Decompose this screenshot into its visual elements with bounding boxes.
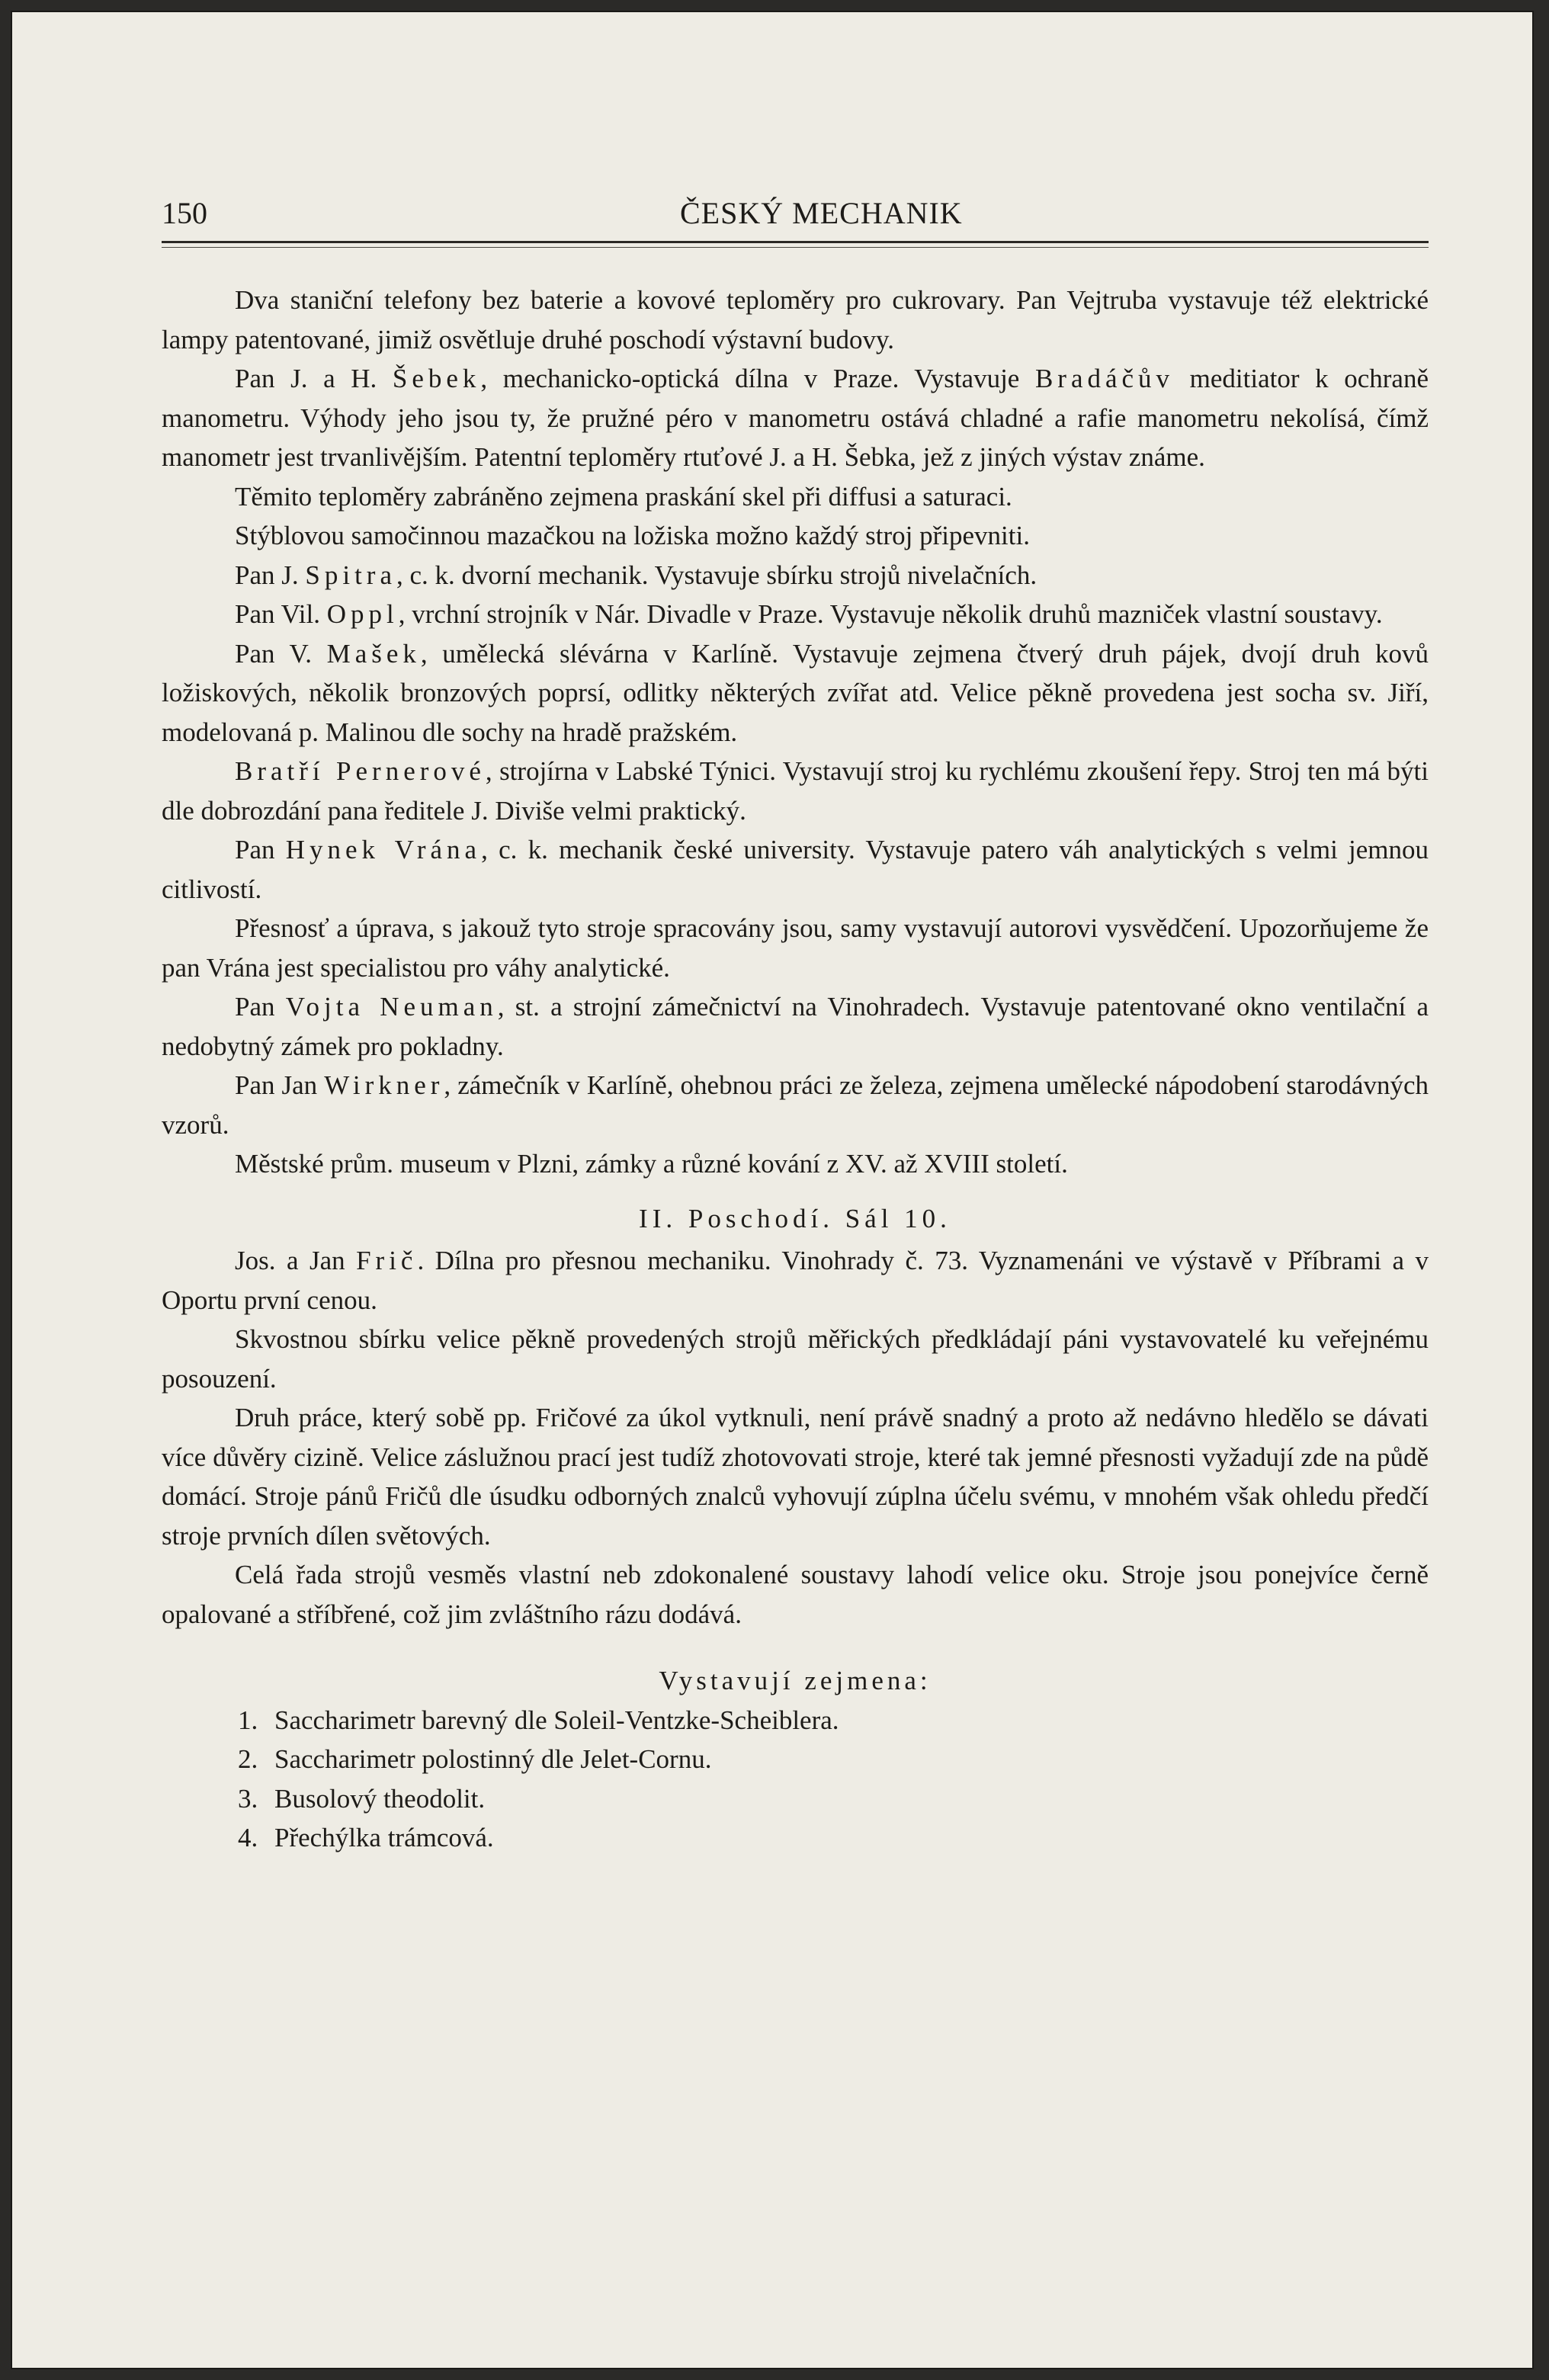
header-rule <box>162 241 1429 243</box>
exhibitor-name: Hynek Vrána <box>285 835 482 864</box>
paragraph: Pan Vil. Oppl, vrchní strojník v Nár. Divadle v Praze. Vystavuje několik druhů mazniček vlastní soustavy. <box>235 599 1383 629</box>
list-item: 4. Přechýlka trámcová. <box>238 1823 494 1852</box>
paragraph: Přesnosť a úprava, s jakouž tyto stroje spracovány jsou, samy vystavují autorovi vysvědčení. Upozorňujeme že pan Vrána jest specialistou pro váhy analytické. <box>162 913 1429 983</box>
paragraph: Pan J. Spitra, c. k. dvorní mechanik. Vystavuje sbírku strojů nivelačních. <box>235 560 1037 590</box>
exhibits-heading: Vystavují zejmena: <box>659 1666 932 1695</box>
scanned-page <box>11 11 1534 2369</box>
paragraph: Celá řada strojů vesměs vlastní neb zdokonalené soustavy lahodí velice oku. Stroje jsou ponejvíce černě opalované a stříbřené, což jim zvláštního rázu dodává. <box>162 1560 1429 1629</box>
paragraph: Těmito teploměry zabráněno zejmena praskání skel při diffusi a saturaci. <box>235 481 1012 512</box>
exhibitor-name: Šebek <box>392 364 481 393</box>
exhibitor-name: Bratří Pernerové <box>235 756 486 786</box>
exhibitor-name: Bradáčův <box>1034 364 1175 393</box>
paragraph: Skvostnou sbírku velice pěkně provedených strojů měřických předkládají páni vystavovatelé ku veřejnému posouzení. <box>162 1324 1429 1394</box>
exhibitor-name: Frič <box>356 1246 418 1275</box>
paragraph: Stýblovou samočinnou mazačkou na ložiska možno každý stroj připevniti. <box>235 521 1030 550</box>
list-item: 1. Saccharimetr barevný dle Soleil-Ventzke-Scheiblera. <box>238 1705 839 1735</box>
exhibitor-name: Oppl <box>326 599 399 629</box>
exhibitor-name: Mašek <box>326 638 421 669</box>
paragraph: Jos. a Jan Frič. Dílna pro přesnou mechaniku. Vinohrady č. 73. Vyznamenáni ve výstavě v Příbrami a v Oportu první cenou. <box>162 1246 1429 1315</box>
running-title: ČESKÝ MECHANIK <box>680 196 963 230</box>
exhibitor-name: Spitra <box>305 560 396 590</box>
exhibitor-name: Wirkner <box>324 1070 444 1100</box>
section-heading: II. Poschodí. Sál 10. <box>639 1203 951 1233</box>
list-item: 3. Busolový theodolit. <box>238 1783 486 1814</box>
paragraph: Pan Hynek Vrána, c. k. mechanik české university. Vystavuje patero váh analytických s velmi jemnou citlivostí. <box>162 835 1429 904</box>
paragraph: Druh práce, který sobě pp. Fričové za úkol vytknuli, není právě snadný a proto až nedávno hledělo se dávati více důvěry cizině. Velice záslužnou prací jest tudíž zhotovovati stroje, které tak jemné přesnosti vyžadují zde na půdě domácí. Stroje pánů Fričů dle úsudku odborných znalců vyhovují zúplna účelu svému, v mnohém však ohledu předčí stroje prvních dílen světových. <box>162 1403 1429 1551</box>
paragraph: Bratří Pernerové, strojírna v Labské Týnici. Vystavují stroj ku rychlému zkoušení řepy. Stroj ten má býti dle dobrozdání pana ředitele J. Diviše velmi praktický. <box>162 756 1429 826</box>
page-header <box>162 195 1427 233</box>
paragraph: Pan Vojta Neuman, st. a strojní zámečnictví na Vinohradech. Vystavuje patentované okno ventilační a nedobytný zámek pro pokladny. <box>162 992 1429 1061</box>
page-number: 150 <box>162 196 207 230</box>
paragraph: Pan V. Mašek, umělecká slévárna v Karlíně. Vystavuje zejmena čtverý druh pájek, dvojí druh kovů ložiskových, několik bronzových poprsí, odlitky některých zvířat atd. Velice pěkně provedena jest socha sv. Jiří, modelovaná p. Malinou dle sochy na hradě pražském. <box>162 638 1429 747</box>
paragraph: Pan J. a H. Šebek, mechanicko-optická dílna v Praze. Vystavuje Bradáčův meditiator k ochraně manometru. Výhody jeho jsou ty, že pružné péro v manometru ostává chladné a rafie manometru nekolísá, čímž manometr jest trvanlivějším. Patentní teploměry rtuťové J. a H. Šebka, jež z jiných výstav známe. <box>162 364 1429 472</box>
exhibitor-name: Vojta Neuman <box>285 992 498 1022</box>
header-rule-thin <box>162 247 1429 248</box>
body-text <box>162 281 1429 1858</box>
paragraph: Městské prům. museum v Plzni, zámky a různé kování z XV. až XVIII století. <box>235 1149 1068 1179</box>
exhibits-list <box>162 1701 1429 1858</box>
paragraph: Dva staniční telefony bez baterie a kovové teploměry pro cukrovary. Pan Vejtruba vystavuje též elektrické lampy patentované, jimiž osvětluje druhé poschodí výstavní budovy. <box>162 285 1429 354</box>
paragraph: Pan Jan Wirkner, zámečník v Karlíně, ohebnou práci ze železa, zejmena umělecké nápodobení starodávných vzorů. <box>162 1070 1429 1140</box>
list-item: 2. Saccharimetr polostinný dle Jelet-Cornu. <box>238 1744 712 1774</box>
